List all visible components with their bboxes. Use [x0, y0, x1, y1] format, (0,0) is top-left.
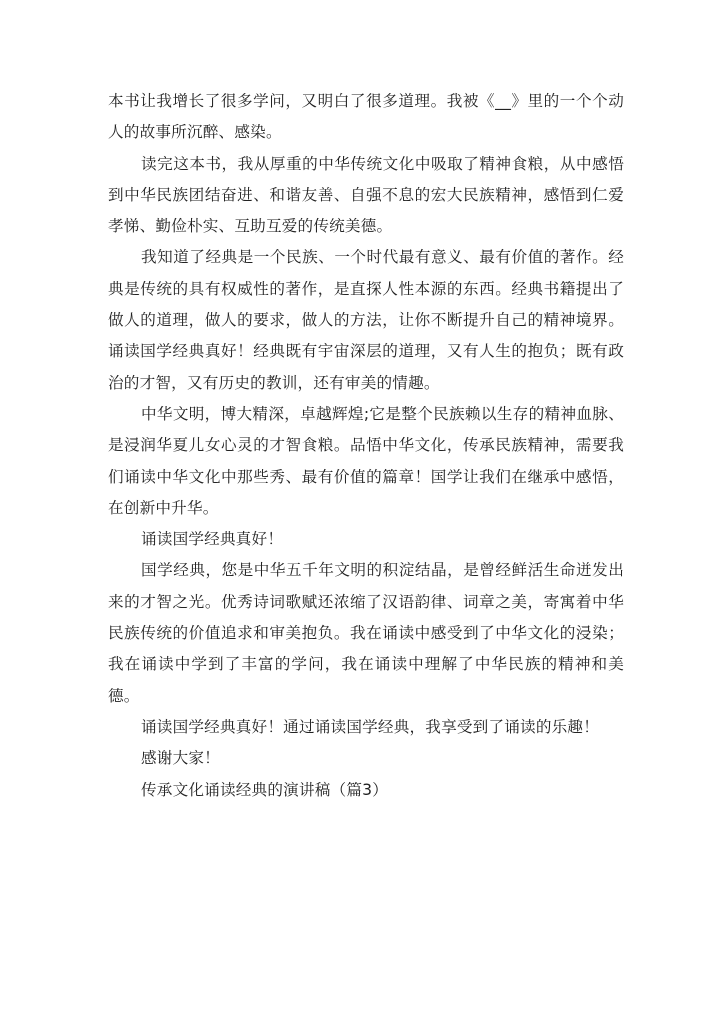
paragraph: 本书让我增长了很多学问，又明白了很多道理。我被《__》里的一个个动人的故事所沉醉、感染。 [108, 92, 624, 142]
paragraph: 读完这本书，我从厚重的中华传统文化中吸取了精神食粮，从中感悟到中华民族团结奋进、和谐友善、自强不息的宏大民族精神，感悟到仁爱孝悌、勤俭朴实、互助互爱的传统美德。 [108, 154, 624, 236]
paragraph: 我知道了经典是一个民族、一个时代最有意义、最有价值的著作。经典是传统的具有权威性的著作，是直探人性本源的东西。经典书籍提出了做人的道理，做人的要求，做人的方法，让你不断提升自己的精神境界。诵读国学经典真好！经典既有宇宙深层的道理，又有人生的抱负；既有政治的才智，又有历史的教训，还有审美的情趣。 [108, 248, 624, 392]
section-heading: 传承文化诵读经典的演讲稿（篇3） [141, 780, 389, 799]
paragraph: 诵读国学经典真好！ [141, 530, 284, 549]
paragraph: 诵读国学经典真好！通过诵读国学经典，我享受到了诵读的乐趣！ [141, 717, 600, 736]
paragraph: 中华文明，博大精深，卓越辉煌;它是整个民族赖以生存的精神血脉、是浸润华夏儿女心灵的才智食粮。品悟中华文化，传承民族精神，需要我们诵读中华文化中那些秀、最有价值的篇章！国学让我们在继承中感悟，在创新中升华。 [108, 404, 624, 517]
paragraph: 国学经典，您是中华五千年文明的积淀结晶，是曾经鲜活生命迸发出来的才智之光。优秀诗词歌赋还浓缩了汉语韵律、词章之美，寄寓着中华民族传统的价值追求和审美抱负。我在诵读中感受到了中华文化的浸染；我在诵读中学到了丰富的学问，我在诵读中理解了中华民族的精神和美德。 [108, 561, 624, 705]
paragraph: 感谢大家！ [141, 749, 220, 768]
